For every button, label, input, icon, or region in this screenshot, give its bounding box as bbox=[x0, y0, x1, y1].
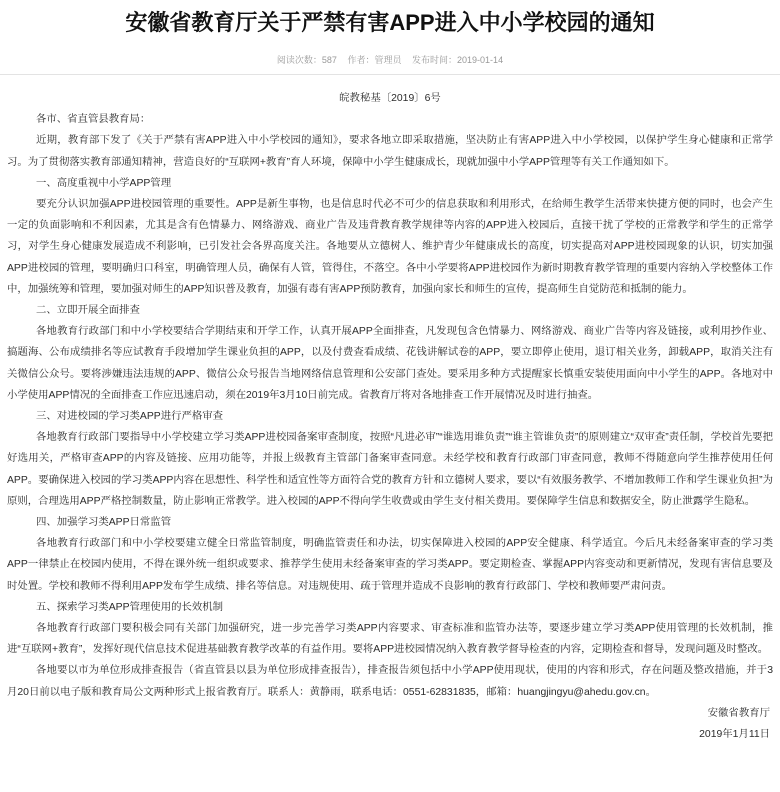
section-1-body: 要充分认识加强APP进校园管理的重要性。APP是新生事物，也是信息时代必不可少的信息获取和利用形式，在给师生教学生活带来快捷方便的同时，也会产生一定的负面影响和不利因素，尤其是含有色情暴力、网络游戏、商业广告及违背教育教学规律等内容的APP进入校园后，直接干扰了学校的正常教学和学生的正常学习，对学生身心健康发展造成不利影响，已引发社会各界高度关注。各地要从立德树人、维护青少年健康成长的高度，切实提高对APP进校园现象的认识，切实加强APP进校园的管理，要明确归口科室，明确管理人员，确保有人管，管得住，不落空。各中小学要将APP进校园作为新时期教育教学管理的重要内容纳入学校整体工作中，加强统筹和管理，要加强对师生的APP知识普及教育，加强有毒有害APP预防教育，加强向家长和师生的宣传，提高师生自觉防范和抵制的能力。 bbox=[7, 199, 773, 295]
section-2 bbox=[7, 300, 773, 406]
publish-date bbox=[412, 55, 503, 65]
section-2-heading: 二、立即开展全面排查 bbox=[36, 305, 140, 317]
section-1-heading: 一、高度重视中小学APP管理 bbox=[36, 177, 172, 189]
document-number: 皖教秘基〔2019〕6号 bbox=[339, 93, 441, 104]
section-5-heading: 五、探索学习类APP管理使用的长效机制 bbox=[36, 601, 224, 613]
issue-date: 2019年1月11日 bbox=[699, 729, 770, 741]
salutation: 各市、省直管县教育局： bbox=[36, 114, 151, 126]
author-label: 作者： bbox=[347, 55, 375, 65]
article-meta bbox=[0, 46, 780, 75]
section-2-body: 各地教育行政部门和中小学校要结合学期结束和开学工作，认真开展APP全面排查，凡发现包含色情暴力、网络游戏、商业广告等内容及链接，或利用抄作业、搞题海、公布成绩排名等应试教育手段增加学生课业负担的APP，以及付费查看成绩、花钱讲解试卷的APP，要立即停止使用，退订相关业务，卸载APP，取消关注有关微信公众号。要将涉嫌违法违规的APP、微信公众号报告当地网络信息管理和公安部门查处。要采用多种方式提醒家长慎重安装使用面向中小学生的APP。各地对中小学使用APP情况的全面排查工作应迅速启动，须在2019年3月10日前完成。省教育厅将对各地排查工作开展情况及时进行抽查。 bbox=[7, 326, 773, 401]
closing-paragraph: 各地要以市为单位形成排查报告（省直管县以县为单位形成排查报告），排查报告须包括中小学APP使用现状，使用的内容和形式，存在问题及整改措施，并于3月20日前以电子版和教育局公文两种形式上报省教育厅。联系人：黄静雨，联系电话：0551-62831835，邮箱：huangjingyu@ahedu.gov.cn。 bbox=[7, 665, 773, 698]
intro-paragraph: 近期，教育部下发了《关于严禁有害APP进入中小学校园的通知》，要求各地立即采取措施，坚决防止有害APP进入中小学校园，以保护学生身心健康和正常学习。为了贯彻落实教育部通知精神，营造良好的“互联网+教育”育人环境，保障中小学生健康成长，现就加强中小学APP管理等有关工作通知如下。 bbox=[7, 135, 773, 168]
section-4 bbox=[7, 512, 773, 597]
view-count-label: 阅读次数： bbox=[276, 55, 322, 65]
author bbox=[347, 55, 401, 65]
view-count-value: 587 bbox=[321, 55, 337, 65]
section-5-body: 各地教育行政部门要积极会同有关部门加强研究，进一步完善学习类APP内容要求、审查标准和监管办法等，要逐步建立学习类APP使用管理的长效机制，推进“互联网+教育”，发挥好现代信息技术促进基础教育教学改革的有益作用。要将APP进校园情况纳入教育教学督导检查的内容，定期检查和督导，发现问题及时整改。 bbox=[7, 623, 773, 656]
notice-body bbox=[0, 75, 780, 745]
section-5 bbox=[7, 597, 773, 661]
view-count bbox=[277, 55, 337, 65]
issuer-signature: 安徽省教育厅 bbox=[707, 707, 770, 719]
publish-date-label: 发布时间： bbox=[412, 55, 458, 65]
publish-date-value: 2019-01-14 bbox=[457, 55, 504, 65]
section-4-heading: 四、加强学习类APP日常监管 bbox=[36, 517, 172, 529]
section-1 bbox=[7, 173, 773, 300]
section-3 bbox=[7, 406, 773, 512]
section-4-body: 各地教育行政部门和中小学校要建立健全日常监管制度，明确监管责任和办法，切实保障进入校园的APP安全健康、科学适宜。今后凡未经备案审查的学习类APP一律禁止在校园内使用，不得在课外统一组织或要求、推荐学生使用未经备案审查的学习类APP。要定期检查、掌握APP内容变动和更新情况，发现有害信息要及时处置。学校和教师不得利用APP发布学生成绩、排名等信息。对违规使用、疏于管理并造成不良影响的教育行政部门、学校和教师要严肃问责。 bbox=[7, 538, 773, 592]
notice-title: 安徽省教育厅关于严禁有害APP进入中小学校园的通知 bbox=[125, 10, 655, 35]
author-value: 管理员 bbox=[374, 55, 402, 65]
section-3-body: 各地教育行政部门要指导中小学校建立学习类APP进校园备案审查制度，按照“凡进必审”“谁选用谁负责”“谁主管谁负责”的原则建立“双审查”责任制，学校首先要把好选用关，严格审查APP的内容及链接、应用功能等，并报上级教育主管部门备案审查同意。未经学校和教育行政部门审查同意，教师不得随意向学生推荐使用任何APP。要确保进入校园的学习类APP内容在思想性、科学性和适宜性等方面符合党的教育方针和立德树人要求，要以“有效服务教学、不增加教师工作和学生课业负担”为原则，合理选用APP严格控制数量，防止影响正常教学。进入校园的APP不得向学生收费或由学生支付相关费用。要保障学生信息和数据安全，防止泄露学生隐私。 bbox=[7, 432, 773, 507]
section-3-heading: 三、对进校园的学习类APP进行严格审查 bbox=[36, 411, 224, 423]
